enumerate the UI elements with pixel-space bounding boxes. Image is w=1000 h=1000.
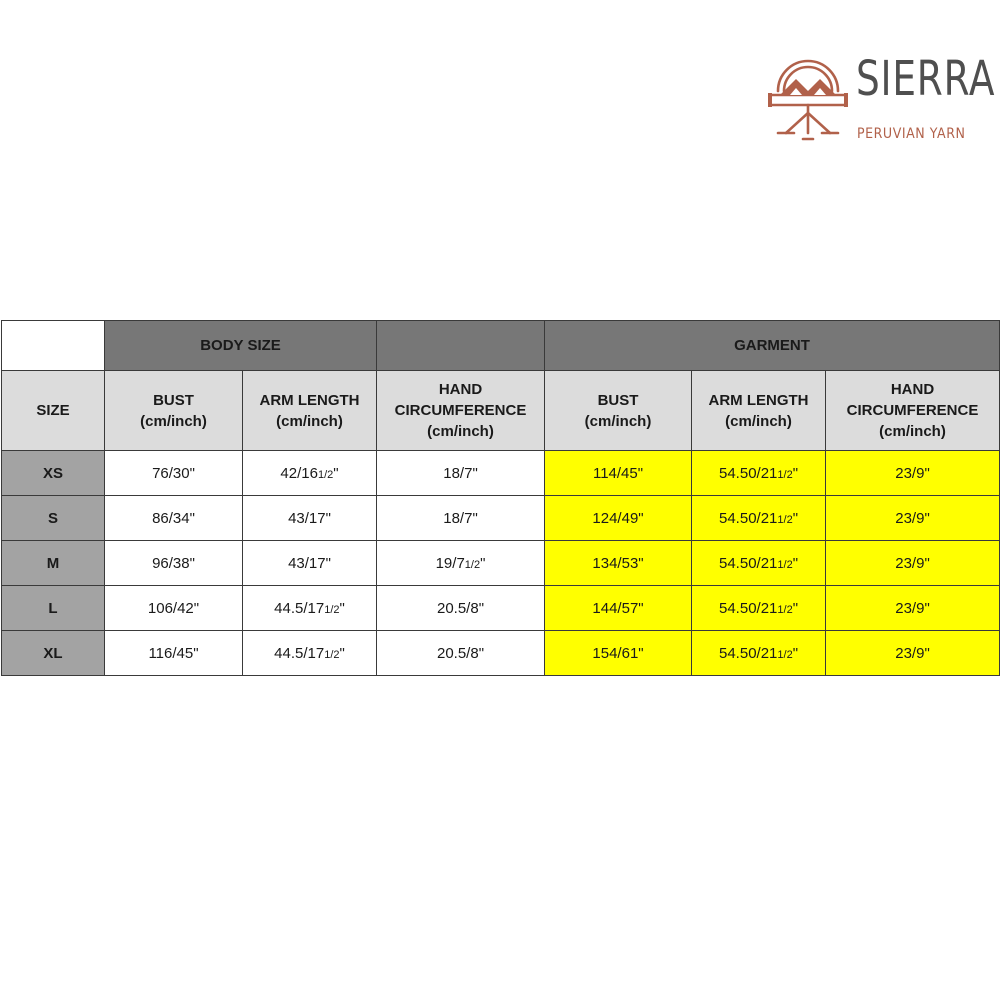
value-main: 20.5/8 bbox=[436, 599, 479, 617]
body-hand-circumference-cell bbox=[377, 541, 545, 586]
header-line: HAND bbox=[890, 381, 935, 398]
garment-bust-cell: 134/53" bbox=[545, 541, 692, 586]
value-unit: " bbox=[792, 464, 799, 482]
brand-logo bbox=[766, 51, 996, 147]
header-unit: (cm/inch) bbox=[879, 423, 946, 440]
value-main: 19/7 bbox=[435, 554, 465, 572]
value-main: 54.50/21 bbox=[719, 644, 778, 662]
value-unit: " bbox=[472, 464, 478, 482]
value-fraction: 1/2 bbox=[324, 603, 340, 616]
garment-hand-circumference-cell: 23/9" bbox=[826, 586, 1000, 631]
header-line: CIRCUMFERENCE bbox=[394, 402, 527, 419]
garment-bust-cell: 154/61" bbox=[545, 631, 692, 676]
body-hand-circumference-cell bbox=[377, 631, 545, 676]
size-cell: XS bbox=[2, 451, 105, 496]
value-unit: " bbox=[339, 599, 345, 617]
body-size-group-header: BODY SIZE bbox=[105, 321, 377, 371]
value-main: 54.50/21 bbox=[719, 599, 778, 617]
body-bust-cell: 86/34" bbox=[105, 496, 243, 541]
header-line: BUST bbox=[153, 391, 194, 409]
value-fraction: 1/2 bbox=[777, 468, 793, 481]
column-header-row bbox=[2, 371, 1000, 451]
header-line: ARM LENGTH bbox=[259, 391, 360, 409]
size-chart-table bbox=[1, 320, 1000, 676]
value-unit: " bbox=[792, 599, 799, 617]
value-unit: " bbox=[333, 464, 339, 482]
value-main: 18/7 bbox=[443, 509, 473, 527]
garment-arm-length-cell bbox=[692, 451, 826, 496]
blank-corner-cell bbox=[2, 321, 105, 371]
size-cell: M bbox=[2, 541, 105, 586]
value-fraction: 1/2 bbox=[777, 558, 793, 571]
value-fraction: 1/2 bbox=[464, 558, 481, 571]
garment-bust-column-header bbox=[545, 371, 692, 451]
value-unit: " bbox=[480, 554, 486, 572]
garment-hand-circumference-cell: 23/9" bbox=[826, 451, 1000, 496]
header-unit: (cm/inch) bbox=[427, 423, 494, 440]
garment-bust-cell: 114/45" bbox=[545, 451, 692, 496]
size-cell: L bbox=[2, 586, 105, 631]
body-bust-cell: 106/42" bbox=[105, 586, 243, 631]
body-hand-circumference-cell bbox=[377, 451, 545, 496]
value-fraction: 1/2 bbox=[777, 648, 793, 661]
sierra-mountain-emblem-icon bbox=[766, 55, 850, 147]
value-main: 43/17 bbox=[288, 554, 326, 572]
table-row bbox=[2, 541, 1000, 586]
table-row bbox=[2, 586, 1000, 631]
garment-hand-circumference-column-header bbox=[826, 371, 1000, 451]
size-header-label: SIZE bbox=[36, 402, 70, 419]
value-unit: " bbox=[472, 509, 478, 527]
value-fraction: 1/2 bbox=[324, 648, 340, 661]
header-line: HAND bbox=[438, 381, 483, 398]
garment-hand-circumference-cell: 23/9" bbox=[826, 631, 1000, 676]
header-unit: (cm/inch) bbox=[276, 412, 343, 430]
body-bust-cell: 96/38" bbox=[105, 541, 243, 586]
value-main: 43/17 bbox=[288, 509, 326, 527]
body-arm-length-cell bbox=[243, 496, 377, 541]
header-unit: (cm/inch) bbox=[725, 412, 792, 430]
value-unit: " bbox=[792, 509, 799, 527]
body-bust-column-header bbox=[105, 371, 243, 451]
value-unit: " bbox=[325, 509, 331, 527]
value-main: 44.5/17 bbox=[274, 644, 325, 662]
group-spacer-cell bbox=[377, 321, 545, 371]
garment-bust-cell: 144/57" bbox=[545, 586, 692, 631]
value-main: 42/16 bbox=[280, 464, 318, 482]
value-unit: " bbox=[792, 554, 799, 572]
body-arm-length-cell bbox=[243, 541, 377, 586]
garment-arm-length-cell bbox=[692, 541, 826, 586]
garment-arm-length-cell bbox=[692, 496, 826, 541]
value-fraction: 1/2 bbox=[777, 603, 793, 616]
group-header-row bbox=[2, 321, 1000, 371]
value-main: 54.50/21 bbox=[719, 509, 778, 527]
header-line: ARM LENGTH bbox=[708, 391, 809, 409]
garment-arm-length-cell bbox=[692, 586, 826, 631]
garment-hand-circumference-cell: 23/9" bbox=[826, 541, 1000, 586]
table-row bbox=[2, 631, 1000, 676]
size-cell: S bbox=[2, 496, 105, 541]
size-cell: XL bbox=[2, 631, 105, 676]
garment-group-header: GARMENT bbox=[545, 321, 1000, 371]
value-unit: " bbox=[339, 644, 345, 662]
body-hand-circumference-cell bbox=[377, 496, 545, 541]
body-bust-cell: 116/45" bbox=[105, 631, 243, 676]
brand-tagline: PERUVIAN YARN bbox=[857, 126, 966, 142]
body-arm-length-cell bbox=[243, 451, 377, 496]
size-column-header bbox=[2, 371, 105, 451]
body-arm-length-column-header bbox=[243, 371, 377, 451]
header-line: BUST bbox=[597, 391, 639, 409]
header-unit: (cm/inch) bbox=[584, 412, 652, 430]
body-arm-length-cell bbox=[243, 586, 377, 631]
garment-arm-length-cell bbox=[692, 631, 826, 676]
value-main: 54.50/21 bbox=[719, 554, 778, 572]
value-fraction: 1/2 bbox=[777, 513, 793, 526]
garment-arm-length-column-header bbox=[692, 371, 826, 451]
value-fraction: 1/2 bbox=[317, 468, 334, 481]
value-unit: " bbox=[478, 644, 485, 662]
value-unit: " bbox=[792, 644, 799, 662]
body-hand-circumference-column-header bbox=[377, 371, 545, 451]
value-main: 44.5/17 bbox=[274, 599, 325, 617]
table-row bbox=[2, 451, 1000, 496]
table-row bbox=[2, 496, 1000, 541]
garment-bust-cell: 124/49" bbox=[545, 496, 692, 541]
body-bust-cell: 76/30" bbox=[105, 451, 243, 496]
header-line: CIRCUMFERENCE bbox=[846, 402, 979, 419]
garment-hand-circumference-cell: 23/9" bbox=[826, 496, 1000, 541]
value-main: 20.5/8 bbox=[436, 644, 479, 662]
brand-name: SIERRA bbox=[856, 51, 996, 107]
body-arm-length-cell bbox=[243, 631, 377, 676]
body-hand-circumference-cell bbox=[377, 586, 545, 631]
value-main: 18/7 bbox=[443, 464, 473, 482]
value-main: 54.50/21 bbox=[719, 464, 778, 482]
header-unit: (cm/inch) bbox=[140, 412, 207, 430]
value-unit: " bbox=[478, 599, 485, 617]
value-unit: " bbox=[325, 554, 331, 572]
